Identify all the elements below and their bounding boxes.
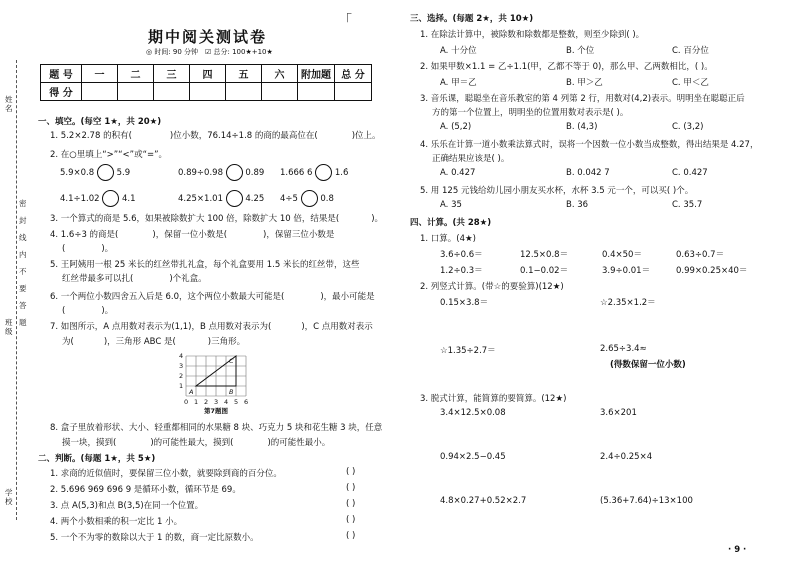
class-label: 班级: [5, 318, 13, 336]
choice-option[interactable]: A. (5,2): [440, 122, 472, 132]
compare-row-1: 0.89÷0.98 0.89: [178, 164, 264, 181]
score-header-cell: 五: [226, 65, 262, 83]
judge-answer-paren[interactable]: ( ): [346, 499, 356, 509]
vertical-item: ☆1.35÷2.7＝: [440, 346, 496, 356]
score-header-cell: 题 号: [41, 65, 82, 83]
expression-item: (5.36+7.64)÷13×100: [600, 496, 693, 506]
x-tick: 1: [194, 398, 199, 406]
y-tick: 1: [179, 382, 184, 390]
name-label: 姓名: [5, 95, 13, 113]
score-cell[interactable]: [298, 83, 335, 101]
score-header-cell: 附加题: [298, 65, 335, 83]
section-3-heading: 三、选择。(每题 2★，共 10★): [410, 14, 534, 24]
score-cell[interactable]: [154, 83, 190, 101]
score-row-label: 得 分: [41, 83, 82, 101]
score-cell[interactable]: [262, 83, 298, 101]
score-header-cell: 总 分: [335, 65, 372, 83]
choice-option[interactable]: A. 甲＝乙: [440, 78, 477, 88]
choice-q2: 2. 如果甲数×1.1 = 乙÷1.1(甲，乙都不等于 0)，那么甲、乙两数相比，( )。: [420, 62, 713, 72]
binding-margin: [0, 0, 28, 561]
oral-item: 0.4×50＝: [602, 250, 642, 260]
q1-5-text-cont: 红丝带最多可以扎( )个礼盒。: [62, 274, 207, 284]
compare-row-1: 5.9×0.8 5.9: [60, 164, 130, 181]
compare-circle[interactable]: [226, 190, 243, 207]
x-tick: 5: [234, 398, 239, 406]
oral-item: 0.99×0.25×40＝: [676, 266, 748, 276]
y-tick: 4: [179, 352, 184, 360]
x-tick: 0: [184, 398, 189, 406]
oral-item: 12.5×0.8＝: [520, 250, 569, 260]
oral-item: 0.1−0.02＝: [520, 266, 569, 276]
choice-q1: 1. 在除法计算中，被除数和除数都是整数，则至少除到( )。: [420, 30, 645, 40]
q1-1-text: 1. 5.2×2.78 的积有( )位小数，76.14÷1.8 的商的最高位在( )位上。: [50, 131, 381, 141]
school-label: 学校: [5, 488, 13, 506]
choice-q3: 3. 音乐课，聪聪坐在音乐教室的第 4 列第 2 行，用数对(4,2)表示。明明坐在聪聪正后: [420, 94, 745, 104]
oral-item: 3.6÷0.6＝: [440, 250, 483, 260]
choice-option[interactable]: A. 0.427: [440, 168, 476, 178]
choice-option[interactable]: B. 36: [566, 200, 589, 210]
compare-circle[interactable]: [97, 164, 114, 181]
seal-notice: 密封线内不要答题: [19, 199, 27, 327]
page-title: 期中阅关测试卷: [148, 28, 268, 46]
judge-answer-paren[interactable]: ( ): [346, 483, 356, 493]
compare-circle[interactable]: [301, 190, 318, 207]
judge-answer-paren[interactable]: ( ): [346, 467, 356, 477]
q1-7-text-cont: 为( )，三角形 ABC 是( )三角形。: [62, 337, 246, 347]
compare-circle[interactable]: [315, 164, 332, 181]
judge-item: 1. 求商的近似值时，要保留三位小数，就要除到商的百分位。: [50, 469, 282, 479]
choice-option[interactable]: B. 甲＞乙: [566, 78, 603, 88]
oral-calc-heading: 1. 口算。(4★): [420, 234, 476, 244]
score-table-score-row: [41, 83, 372, 101]
choice-option[interactable]: C. 百分位: [672, 46, 709, 56]
score-header-cell: 六: [262, 65, 298, 83]
compare-row-2: 4.1÷1.02 4.1: [60, 190, 136, 207]
score-table-header-row: [41, 65, 372, 83]
q1-6-text-cont: ( )。: [62, 306, 114, 316]
compare-row-2: 4÷5 0.8: [280, 190, 334, 207]
x-tick: 6: [244, 398, 249, 406]
expression-item: 3.6×201: [600, 408, 637, 418]
figure-caption: 第7题图: [204, 407, 229, 414]
score-header-cell: 一: [82, 65, 118, 83]
expression-item: 0.94×2.5−0.45: [440, 452, 506, 462]
score-header-cell: 四: [190, 65, 226, 83]
score-cell[interactable]: [118, 83, 154, 101]
point-b-label: B: [229, 388, 234, 396]
choice-option[interactable]: C. 35.7: [672, 200, 703, 210]
x-tick: 2: [204, 398, 209, 406]
compare-circle[interactable]: [226, 164, 243, 181]
section-1-heading: 一、填空。(每空 1★，共 20★): [38, 117, 162, 127]
choice-q4-cont: 正确结果应该是( )。: [432, 154, 510, 164]
score-cell[interactable]: [82, 83, 118, 101]
score-header-cell: 三: [154, 65, 190, 83]
choice-option[interactable]: A. 35: [440, 200, 462, 210]
choice-option[interactable]: C. (3,2): [672, 122, 704, 132]
choice-option[interactable]: C. 甲＜乙: [672, 78, 709, 88]
compare-circle[interactable]: [102, 190, 119, 207]
choice-option[interactable]: C. 0.427: [672, 168, 708, 178]
exam-total-score: ☑ 总分: 100★+10★: [205, 48, 273, 56]
corner-mark: 「: [338, 13, 352, 29]
score-cell[interactable]: [190, 83, 226, 101]
q1-8-text: 8. 盒子里放着形状、大小、轻重都相同的水果糖 8 块、巧克力 5 块和花生糖 3 块，任意: [50, 423, 383, 433]
point-c-label: C: [229, 357, 234, 365]
q1-4-text: 4. 1.6÷3 的商是( )，保留一位小数是( )，保留三位小数是: [50, 230, 335, 240]
judge-item: 4. 两个小数相乘的积一定比 1 小。: [50, 517, 183, 527]
seal-line: [16, 60, 17, 520]
y-tick: 3: [179, 362, 184, 370]
expression-item: 3.4×12.5×0.08: [440, 408, 506, 418]
judge-answer-paren[interactable]: ( ): [346, 531, 356, 541]
choice-option[interactable]: B. (4,3): [566, 122, 598, 132]
compare-row-1: 1.666 6 1.6̇: [280, 164, 348, 181]
page-number: · 9 ·: [728, 545, 747, 555]
choice-q5: 5. 用 125 元钱给幼儿园小朋友买水杯，水杯 3.5 元一个，可以买( )个。: [420, 186, 694, 196]
exam-time: ◎ 时间: 90 分钟: [146, 48, 199, 56]
vertical-note: (得数保留一位小数): [610, 360, 686, 370]
choice-q3-cont: 方的第一个位置上，明明坐的位置用数对表示是( )。: [432, 108, 629, 118]
oral-item: 1.2÷0.3＝: [440, 266, 483, 276]
choice-option[interactable]: A. 十分位: [440, 46, 477, 56]
vertical-item: 2.65÷3.4≈: [600, 344, 647, 354]
x-tick: 3: [214, 398, 219, 406]
score-header-cell: 二: [118, 65, 154, 83]
x-tick: 4: [224, 398, 229, 406]
judge-item: 2. 5.696 969 696 9 是循环小数，循环节是 69。: [50, 485, 241, 495]
compare-row-2: 4.25×1.01 4.25: [178, 190, 264, 207]
oral-item: 3.9÷0.01＝: [602, 266, 651, 276]
choice-q4: 4. 乐乐在计算一道小数乘法算式时，误将一个因数一位小数当成整数，得出结果是 4.27，: [420, 140, 759, 150]
point-a-label: A: [189, 388, 194, 396]
q1-4-text-cont: ( )。: [62, 244, 114, 254]
score-table: [40, 64, 372, 101]
q1-5-text: 5. 王阿姨用一根 25 米长的红丝带扎礼盒，每个礼盒要用 1.5 米长的红丝带，这些: [50, 260, 360, 270]
expression-item: 2.4÷0.25×4: [600, 452, 653, 462]
q1-7-text: 7. 如图所示，A 点用数对表示为(1,1)，B 点用数对表示为( )，C 点用数对表示: [50, 322, 373, 332]
oral-item: 0.63÷0.7＝: [676, 250, 725, 260]
judge-item: 3. 点 A(5,3)和点 B(3,5)在同一个位置。: [50, 501, 204, 511]
choice-option[interactable]: B. 0.042 7: [566, 168, 610, 178]
vertical-item: ☆2.35×1.2＝: [600, 298, 656, 308]
expression-item: 4.8×0.27+0.52×2.7: [440, 496, 527, 506]
q1-8-text-cont: 摸一块，摸到( )的可能性最大，摸到( )的可能性最小。: [62, 438, 331, 448]
choice-option[interactable]: B. 个位: [566, 46, 595, 56]
score-cell[interactable]: [335, 83, 372, 101]
y-tick: 2: [179, 372, 184, 380]
section-4-heading: 四、计算。(共 28★): [410, 218, 492, 228]
q1-6-text: 6. 一个两位小数四舍五入后是 6.0，这个两位小数最大可能是( )，最小可能是: [50, 292, 375, 302]
judge-item: 5. 一个不为零的数除以大于 1 的数，商一定比原数小。: [50, 533, 259, 543]
vertical-calc-heading: 2. 列竖式计算。(带☆的要验算)(12★): [420, 282, 564, 292]
mixed-calc-heading: 3. 脱式计算，能简算的要简算。(12★): [420, 394, 567, 404]
q1-2-text: 2. 在○里填上“>”“<”或“=”。: [50, 150, 168, 160]
vertical-item: 0.15×3.8＝: [440, 298, 489, 308]
score-cell[interactable]: [226, 83, 262, 101]
judge-answer-paren[interactable]: ( ): [346, 515, 356, 525]
q1-3-text: 3. 一个算式的商是 5.6，如果被除数扩大 100 倍，除数扩大 10 倍，结果是( )。: [50, 214, 384, 224]
section-2-heading: 二、判断。(每题 1★，共 5★): [38, 454, 156, 464]
coordinate-grid-figure: [176, 350, 260, 414]
